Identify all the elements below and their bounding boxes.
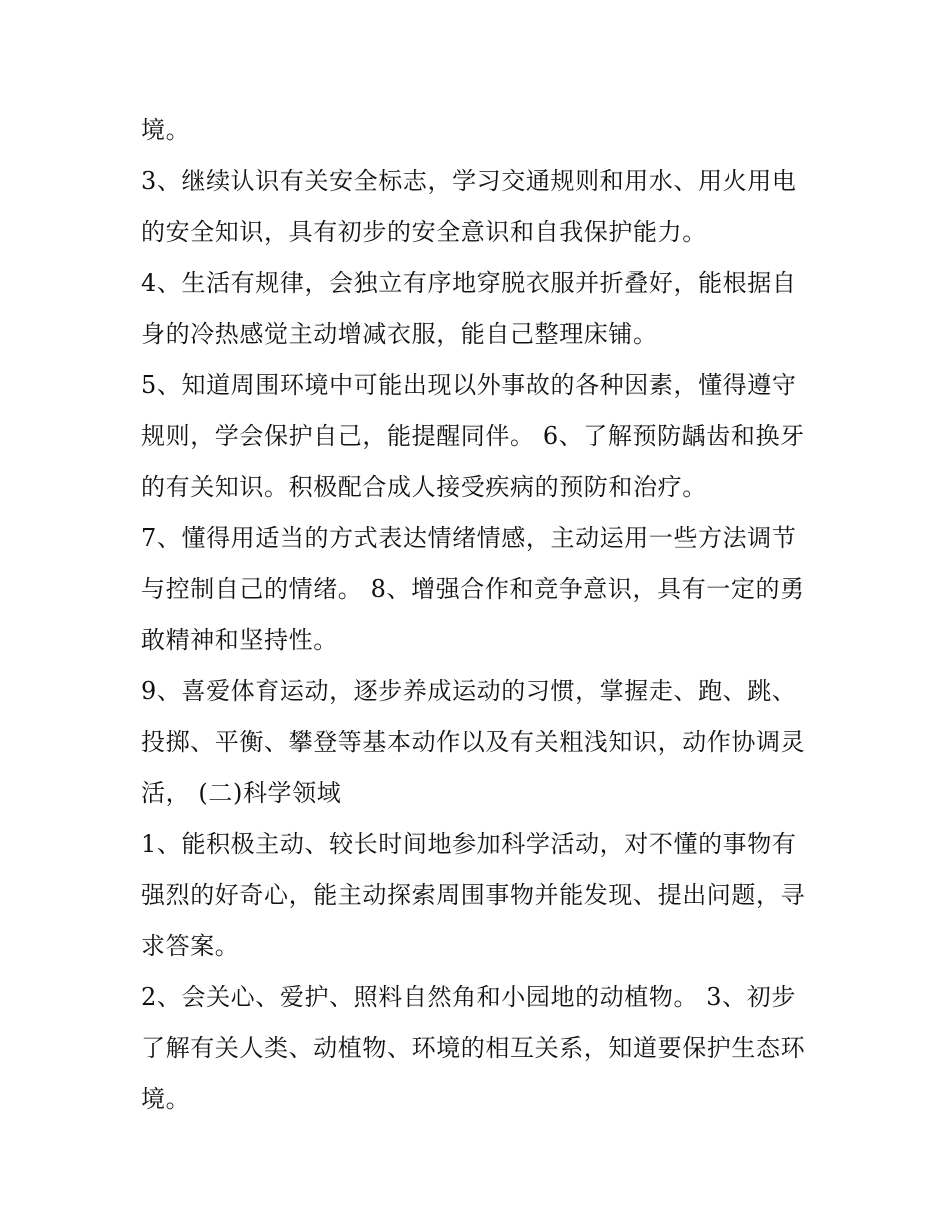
- paragraph-science-item-1: [141, 819, 813, 972]
- text-line: 与控制自己的情绪。 8、增强合作和竞争意识，具有一定的勇: [141, 575, 805, 603]
- text-line: 的有关知识。积极配合成人接受疾病的预防和治疗。: [141, 473, 707, 501]
- text-line: 投掷、平衡、攀登等基本动作以及有关粗浅知识，动作协调灵: [141, 728, 806, 756]
- text-line: 2、会关心、爱护、照料自然角和小园地的动植物。 3、初步: [141, 983, 796, 1011]
- text-line: 境。: [141, 1085, 191, 1113]
- paragraph-item-7-8: [141, 513, 813, 666]
- paragraph-item-3: [141, 156, 813, 258]
- document-body: [141, 105, 813, 1125]
- text-line: 了解有关人类、动植物、环境的相互关系，知道要保护生态环: [141, 1034, 806, 1062]
- text-line: 1、能积极主动、较长时间地参加科学活动，对不懂的事物有: [141, 830, 797, 858]
- text-line: 活， (二)科学领域: [141, 779, 342, 807]
- text-line: 5、知道周围环境中可能出现以外事故的各种因素，懂得遵守: [141, 371, 797, 399]
- paragraph-item-4: [141, 258, 813, 360]
- paragraph-continuation: [141, 105, 813, 156]
- text-line: 敢精神和坚持性。: [141, 626, 338, 654]
- text-line: 的安全知识，具有初步的安全意识和自我保护能力。: [141, 218, 707, 246]
- text-line: 4、生活有规律，会独立有序地穿脱衣服并折叠好，能根据自: [141, 269, 797, 297]
- text-line: 境。: [141, 116, 191, 144]
- text-line: 身的冷热感觉主动增减衣服，能自己整理床铺。: [141, 320, 658, 348]
- text-line: 9、喜爱体育运动，逐步养成运动的习惯，掌握走、跑、跳、: [141, 677, 797, 705]
- text-line: 规则，学会保护自己，能提醒同伴。 6、了解预防龋齿和换牙: [141, 422, 805, 450]
- paragraph-science-item-2-3: [141, 972, 813, 1125]
- text-line: 7、懂得用适当的方式表达情绪情感，主动运用一些方法调节: [141, 524, 797, 552]
- text-line: 3、继续认识有关安全标志，学习交通规则和用水、用火用电: [141, 167, 797, 195]
- text-line: 求答案。: [141, 932, 240, 960]
- text-line: 强烈的好奇心，能主动探索周围事物并能发现、提出问题，寻: [141, 881, 806, 909]
- paragraph-item-5-6: [141, 360, 813, 513]
- paragraph-item-9: [141, 666, 813, 819]
